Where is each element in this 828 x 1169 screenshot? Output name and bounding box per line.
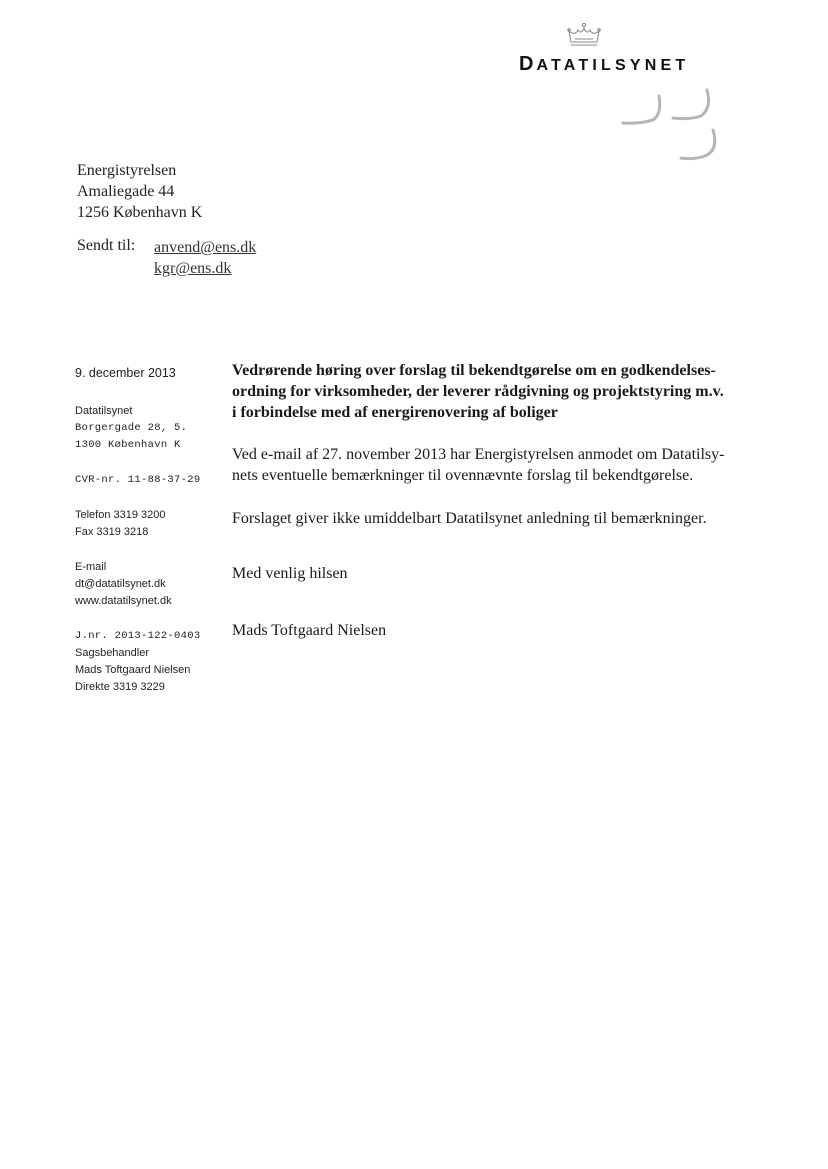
- closing-phrase: Med venlig hilsen: [232, 565, 348, 582]
- paragraph-request: [232, 444, 752, 486]
- case-block: [75, 628, 225, 696]
- logo-rest: ATATILSYNET: [536, 57, 690, 74]
- sender-line: Datatilsynet: [75, 405, 133, 417]
- email-block: [75, 559, 225, 610]
- phone-block: [75, 507, 225, 541]
- logo-initial: D: [519, 53, 537, 75]
- handwritten-marks: [615, 86, 730, 166]
- email-link[interactable]: anvend@ens.dk: [154, 239, 257, 256]
- sender-line: Borgergade 28, 5.: [75, 422, 188, 434]
- sender-email[interactable]: dt@datatilsynet.dk: [75, 578, 166, 590]
- letter-date: 9. december 2013: [75, 366, 176, 380]
- subject-line: Vedrørende høring over forslag til bekendtgørelse om en godkendelses-: [232, 362, 716, 379]
- sender-line: 1300 København K: [75, 439, 181, 451]
- case-handler-label: Sagsbehandler: [75, 647, 150, 659]
- case-number: J.nr. 2013-122-0403: [75, 630, 201, 642]
- recipient-line: Amaliegade 44: [77, 183, 175, 200]
- subject-line: i forbindelse med af energirenovering af boliger: [232, 404, 558, 421]
- fax-line: Fax 3319 3218: [75, 526, 149, 538]
- sender-sidebar: [75, 365, 225, 714]
- sent-to-label: Sendt til:: [77, 237, 136, 254]
- letter-body: [232, 360, 752, 641]
- case-handler-phone: Direkte 3319 3229: [75, 681, 165, 693]
- email-link[interactable]: kgr@ens.dk: [154, 260, 232, 277]
- phone-line: Telefon 3319 3200: [75, 509, 166, 521]
- letter-subject: [232, 360, 752, 423]
- recipient-address: [77, 160, 202, 223]
- case-handler-name: Mads Toftgaard Nielsen: [75, 664, 191, 676]
- recipient-line: 1256 København K: [77, 204, 203, 221]
- recipient-line: Energistyrelsen: [77, 162, 177, 179]
- email-label: E-mail: [75, 561, 107, 573]
- paragraph-response: Forslaget giver ikke umiddelbart Datatilsynet anledning til bemærkninger.: [232, 510, 707, 527]
- subject-line: ordning for virksomheder, der leverer rådgivning og projektstyring m.v.: [232, 383, 724, 400]
- cvr-number: CVR-nr. 11-88-37-29: [75, 474, 201, 486]
- paragraph-line: Ved e-mail af 27. november 2013 har Energistyrelsen anmodet om Datatilsy-: [232, 446, 725, 463]
- agency-logo-wordmark: [519, 53, 689, 76]
- sent-to-emails: [154, 237, 256, 279]
- sender-address: [75, 403, 225, 454]
- paragraph-line: nets eventuelle bemærkninger til ovennævnte forslag til bekendtgørelse.: [232, 467, 694, 484]
- signer-name: Mads Toftgaard Nielsen: [232, 622, 387, 639]
- sender-website[interactable]: www.datatilsynet.dk: [75, 595, 172, 607]
- crown-icon: [566, 22, 602, 48]
